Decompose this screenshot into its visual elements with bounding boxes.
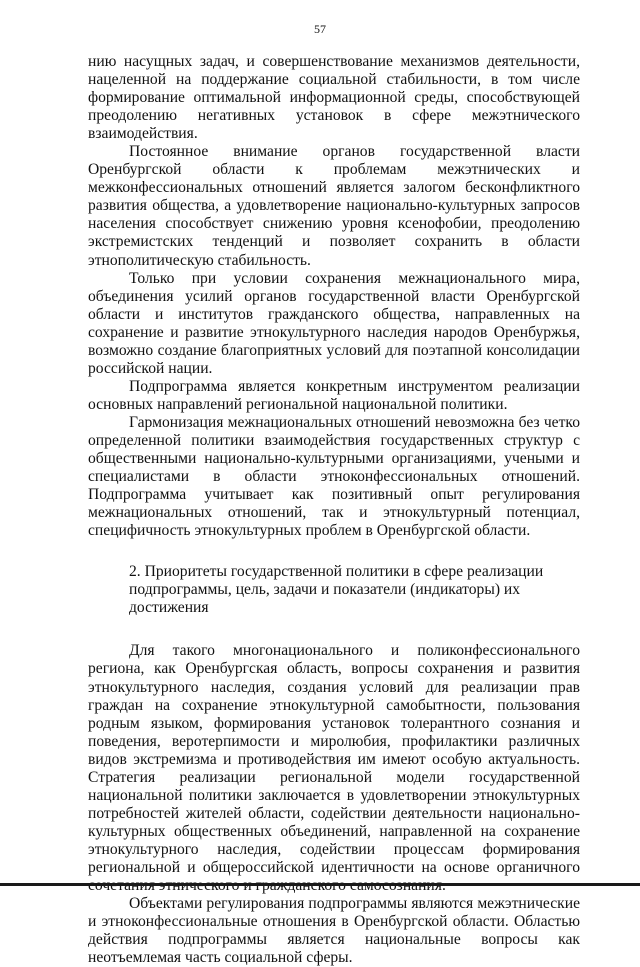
paragraph: Подпрограмма является конкретным инструментом реализации основных направлений региональной национальной политики. xyxy=(88,377,580,413)
page-bottom-rule xyxy=(0,883,640,886)
page-number: 57 xyxy=(314,22,326,36)
paragraph-continuation: нию насущных задач, и совершенствование механизмов деятельности, нацеленной на поддержание социальной стабильности, в том числе формирование оптимальной информационной среды, способствующей преодолению негативных установок в сфере межэтнического взаимодействия. xyxy=(88,53,580,143)
document-body xyxy=(88,53,580,967)
section-paragraph: Объектами регулирования подпрограммы являются межэтнические и этноконфессиональные отношения в Оренбургской области. Областью действия подпрограммы является национальные вопросы как неотъемлемая часть социальной сферы. xyxy=(88,895,580,967)
paragraph: Постоянное внимание органов государственной власти Оренбургской области к проблемам межэтнических и межконфессиональных отношений является залогом бесконфликтного развития общества, а удовлетворение национально-культурных запросов населения способствует снижению уровня ксенофобии, преодолению экстремистских тенденций и позволяет сохранить в области этнополитическую стабильность. xyxy=(88,143,580,269)
paragraph: Только при условии сохранения межнационального мира, объединения усилий органов государственной власти Оренбургской области и институтов гражданского общества, направленных на сохранение и развитие этнокультурного наследия народов Оренбуржья, возможно создание благоприятных условий для поэтапной консолидации российской нации. xyxy=(88,269,580,377)
section-paragraph: Для такого многонационального и поликонфессионального региона, как Оренбургская область, вопросы сохранения и развития этнокультурного наследия, создания условий для реализации прав граждан на сохранение этнокультурной самобытности, пользования родным языком, формирования установок толерантного сознания и поведения, веротерпимости и миролюбия, профилактики различных видов экстремизма и противодействия им имеют особую актуальность. Стратегия реализации региональной модели государственной национальной политики заключается в удовлетворении этнокультурных потребностей жителей области, содействии деятельности национально-культурных общественных объединений, направленной на сохранение этнокультурного наследия, содействии процессам формирования региональной и общероссийской идентичности на основе органичного xyxy=(88,642,580,876)
paragraph: Гармонизация межнациональных отношений невозможна без четко определенной политики взаимодействия государственных структур с общественными национально-культурными организациями, учеными и специалистами в области этноконфессиональных отношений. Подпрограмма учитывает как позитивный опыт регулирования межнациональных отношений, так и этнокультурный потенциал, специфичность этнокультурных проблем в Оренбургской области. xyxy=(88,413,580,540)
section-heading: 2. Приоритеты государственной политики в сфере реализации подпрограммы, цель, задачи и показатели (индикаторы) их достижения xyxy=(129,563,544,617)
